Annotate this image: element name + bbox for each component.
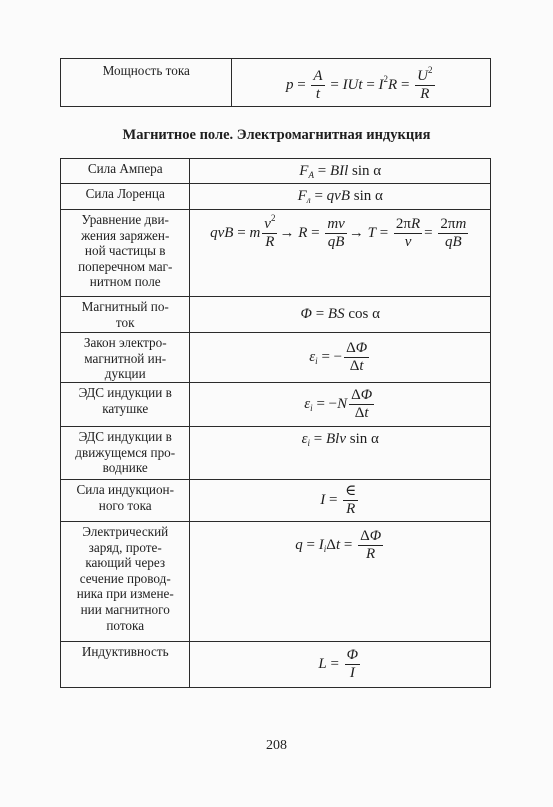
formula-charge: $q = I_i\Delta t$ = $\frac{\Delta\Phi}{R}$: [190, 522, 491, 642]
formula-motion: qvB = m $\frac{v^2}{R}$ → R = $\frac{mv}{qB}$ → T = $\frac{2\pi R}{v}$ = $\frac{2\pi m}{qB}$: [190, 210, 491, 297]
formula-conductor-emf: $\varepsilon_i$ = Blv sin α: [190, 427, 491, 480]
label-line: ЭДС индукции в: [78, 385, 172, 400]
formula-induction-law: $\varepsilon_i$ = − $\frac{\Delta\Phi}{\Delta t}$: [190, 333, 491, 383]
row-label: [61, 297, 190, 333]
table-row: [61, 159, 491, 184]
row-label: [61, 480, 190, 522]
row-label: [61, 184, 190, 210]
label-line: Электрический: [82, 524, 169, 539]
row-label: [61, 210, 190, 297]
row-label: [61, 333, 190, 383]
label-line: катушке: [102, 400, 149, 416]
label-line: ника при измене-: [76, 586, 174, 602]
formula-lorentz: $F_л$ = qvB sin α: [190, 184, 491, 210]
formula-coil-emf: $\varepsilon_i = -N$ $\frac{\Delta\Phi}{\Delta t}$: [190, 383, 491, 427]
row-label: [61, 383, 190, 427]
label-line: Индуктивность: [81, 644, 169, 659]
table-row: [61, 642, 491, 688]
row-label: [61, 427, 190, 480]
formula-table: [60, 158, 491, 688]
row-label: [61, 59, 232, 107]
label-line: поперечном маг-: [78, 258, 173, 274]
row-label: [61, 642, 190, 688]
formula-flux: Φ = BS cos α: [190, 297, 491, 333]
table-row: [61, 210, 491, 297]
formula-inductance: L = $\frac{\Phi}{I}$: [190, 642, 491, 688]
label-line: заряд, протe-: [88, 539, 162, 555]
table-row: [61, 333, 491, 383]
label-line: кающий через: [85, 555, 166, 571]
label-line: движущемся про-: [75, 444, 176, 460]
formula-induced-current: I = $\frac{\in}{R}$: [190, 480, 491, 522]
label-line: ного тока: [98, 497, 152, 513]
label-line: Магнитный по-: [81, 299, 169, 314]
label-line: Мощность тока: [102, 63, 190, 78]
label-line: воднике: [102, 460, 148, 476]
label-line: потока: [106, 617, 145, 633]
table-row: [61, 383, 491, 427]
section-title: Магнитное поле. Электромагнитная индукция: [122, 127, 431, 143]
label-line: магнитной ин-: [84, 350, 167, 366]
table-row: [61, 480, 491, 522]
formula-ampere: $F_A$ = BIl sin α: [190, 159, 491, 184]
label-line: ной частицы в: [84, 243, 166, 259]
label-line: нии магнитного: [80, 601, 170, 617]
table-row: [61, 427, 491, 480]
page-number: 208: [266, 738, 287, 753]
label-line: дукции: [104, 366, 146, 382]
table-row: [61, 522, 491, 642]
table-row: [61, 184, 491, 210]
label-line: ток: [115, 314, 135, 330]
label-line: сечение провод-: [79, 570, 171, 586]
label-line: Уравнение дви-: [81, 212, 169, 227]
label-line: жения заряжен-: [81, 227, 170, 243]
label-line: ЭДС индукции в: [78, 429, 172, 444]
row-label: [61, 522, 190, 642]
row-label: [61, 159, 190, 184]
label-line: Сила Лоренца: [85, 186, 165, 201]
table-row: [61, 297, 491, 333]
label-line: Закон электро-: [83, 335, 167, 350]
table-row: [61, 59, 491, 107]
formula-power: p = $\frac{A}{t}$ = IUt = $I^2R$ = $\frac{U^2}{R}$: [232, 59, 491, 107]
label-line: Сила Ампера: [87, 161, 163, 176]
label-line: нитном поле: [89, 274, 161, 290]
label-line: Сила индукцион-: [76, 482, 175, 497]
power-table: [60, 58, 491, 107]
